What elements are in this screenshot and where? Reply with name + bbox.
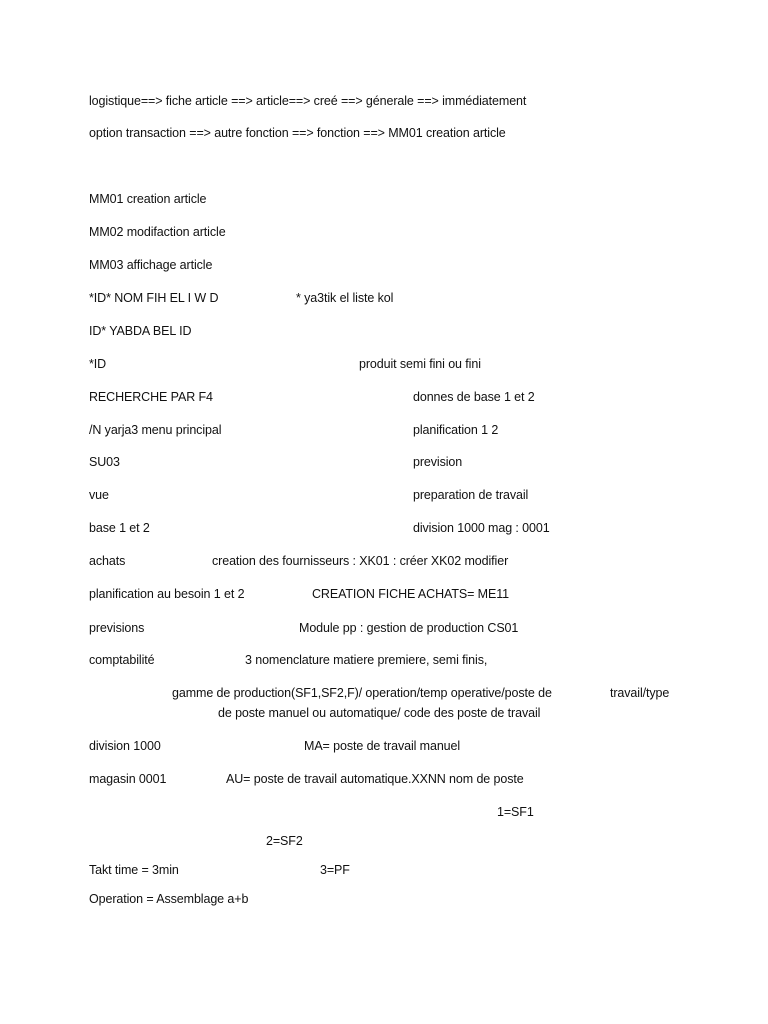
text-line: *ID <box>89 357 107 371</box>
text-line: produit semi fini ou fini <box>359 357 481 371</box>
text-line: division 1000 <box>89 739 161 753</box>
text-line: MM01 creation article <box>89 192 207 206</box>
text-line: travail/type <box>610 686 670 700</box>
text-line: ID* YABDA BEL ID <box>89 324 192 338</box>
text-line: comptabilité <box>89 653 155 667</box>
text-line: 2=SF2 <box>266 834 303 848</box>
text-line: gamme de production(SF1,SF2,F)/ operation/temp operative/poste de <box>172 686 552 700</box>
text-line: SU03 <box>89 455 120 469</box>
text-line: MM02 modifaction article <box>89 225 226 239</box>
text-line: Takt time = 3min <box>89 863 179 877</box>
text-line: Operation = Assemblage a+b <box>89 892 249 906</box>
text-line: prevision <box>413 455 463 469</box>
text-line: base 1 et 2 <box>89 521 150 535</box>
text-line: 1=SF1 <box>497 805 534 819</box>
text-line: donnes de base 1 et 2 <box>413 390 535 404</box>
text-line: logistique==> fiche article ==> article==> creé ==> génerale ==> immédiatement <box>89 94 527 108</box>
text-line: CREATION FICHE ACHATS= ME11 <box>312 587 509 601</box>
text-line: planification au besoin 1 et 2 <box>89 587 245 601</box>
text-line: option transaction ==> autre fonction ==> fonction ==> MM01 creation article <box>89 126 506 140</box>
text-line: *ID* NOM FIH EL I W D <box>89 291 219 305</box>
text-line: vue <box>89 488 109 502</box>
text-line: RECHERCHE PAR F4 <box>89 390 213 404</box>
text-line: Module pp : gestion de production CS01 <box>299 621 519 635</box>
text-line: previsions <box>89 621 145 635</box>
text-line: * ya3tik el liste kol <box>296 291 394 305</box>
text-line: planification 1 2 <box>413 423 499 437</box>
text-line: MA= poste de travail manuel <box>304 739 461 753</box>
text-line: achats <box>89 554 126 568</box>
text-line: AU= poste de travail automatique.XXNN nom de poste <box>226 772 524 786</box>
text-line: preparation de travail <box>413 488 529 502</box>
text-line: creation des fournisseurs : XK01 : créer XK02 modifier <box>212 554 509 568</box>
text-line: division 1000 mag : 0001 <box>413 521 550 535</box>
text-line: /N yarja3 menu principal <box>89 423 222 437</box>
text-line: magasin 0001 <box>89 772 167 786</box>
text-line: MM03 affichage article <box>89 258 213 272</box>
text-line: de poste manuel ou automatique/ code des poste de travail <box>218 706 541 720</box>
text-line: 3=PF <box>320 863 350 877</box>
text-line: 3 nomenclature matiere premiere, semi finis, <box>245 653 488 667</box>
